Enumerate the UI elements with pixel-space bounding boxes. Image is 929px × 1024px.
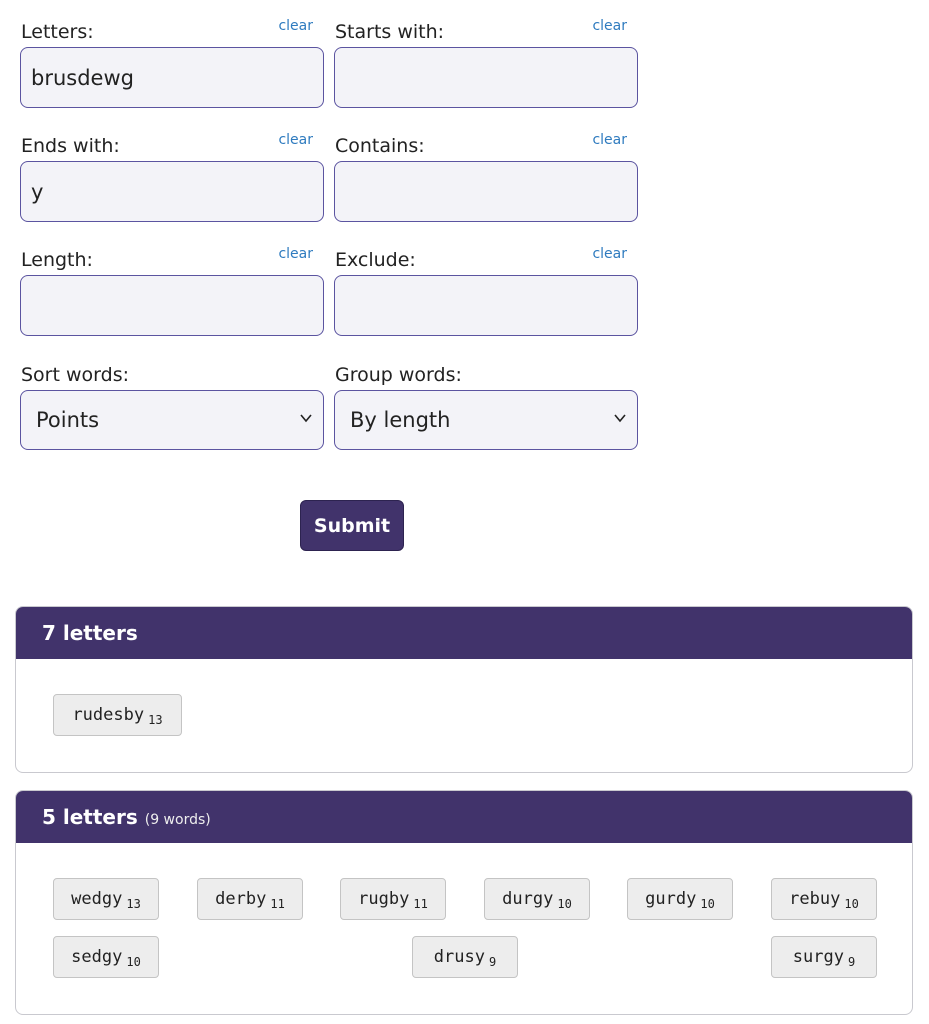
chevron-down-icon	[299, 411, 313, 425]
word-text: durgy	[502, 889, 554, 909]
exclude-input[interactable]	[334, 275, 638, 336]
contains-label: Contains:	[335, 135, 425, 157]
letters-clear-link[interactable]: clear	[278, 18, 313, 34]
word-points: 9	[488, 955, 497, 969]
word-text: surgy	[792, 947, 844, 967]
chevron-down-icon	[613, 411, 627, 425]
word-chip[interactable]	[484, 878, 590, 920]
submit-button[interactable]: Submit	[300, 500, 404, 551]
word-chip[interactable]	[197, 878, 303, 920]
length-input[interactable]	[20, 275, 324, 336]
word-text: rebuy	[789, 889, 841, 909]
starts-with-label: Starts with:	[335, 21, 445, 43]
word-chip[interactable]	[53, 936, 159, 978]
word-points: 11	[270, 897, 285, 911]
word-points: 13	[148, 713, 163, 727]
sort-label: Sort words:	[21, 364, 129, 386]
word-text: rugby	[358, 889, 410, 909]
word-text: drusy	[433, 947, 485, 967]
word-text: derby	[215, 889, 267, 909]
word-chip[interactable]	[771, 936, 877, 978]
result-group-count: (9 words)	[144, 812, 211, 828]
result-group-header	[16, 607, 912, 659]
sort-selected-value: Points	[36, 408, 100, 432]
result-group-7-letters	[15, 606, 913, 773]
word-text: gurdy	[645, 889, 697, 909]
word-text: rudesby	[72, 705, 145, 725]
ends-with-label: Ends with:	[21, 135, 120, 157]
word-chip[interactable]	[412, 936, 518, 978]
result-group-5-letters	[15, 790, 913, 1015]
word-chip[interactable]	[627, 878, 733, 920]
word-points: 11	[413, 897, 428, 911]
word-chip[interactable]	[53, 878, 159, 920]
sort-select[interactable]	[20, 390, 324, 450]
word-chip[interactable]	[771, 878, 877, 920]
result-group-title: 5 letters	[42, 805, 138, 829]
length-label: Length:	[21, 249, 93, 271]
word-points: 10	[700, 897, 715, 911]
ends-with-input[interactable]	[20, 161, 324, 222]
group-selected-value: By length	[350, 408, 451, 432]
word-points: 10	[126, 955, 141, 969]
letters-input[interactable]	[20, 47, 324, 108]
word-chip[interactable]	[340, 878, 446, 920]
starts-with-input[interactable]	[334, 47, 638, 108]
group-label: Group words:	[335, 364, 462, 386]
contains-clear-link[interactable]: clear	[592, 132, 627, 148]
ends-with-clear-link[interactable]: clear	[278, 132, 313, 148]
result-group-title: 7 letters	[42, 621, 138, 645]
word-text: wedgy	[71, 889, 123, 909]
letters-label: Letters:	[21, 21, 94, 43]
word-points: 13	[126, 897, 141, 911]
contains-input[interactable]	[334, 161, 638, 222]
starts-with-clear-link[interactable]: clear	[592, 18, 627, 34]
exclude-label: Exclude:	[335, 249, 416, 271]
result-group-header	[16, 791, 912, 843]
word-points: 10	[557, 897, 572, 911]
exclude-clear-link[interactable]: clear	[592, 246, 627, 262]
word-points: 10	[844, 897, 859, 911]
word-points: 9	[847, 955, 856, 969]
word-text: sedgy	[71, 947, 123, 967]
word-chip[interactable]	[53, 694, 182, 736]
group-select[interactable]	[334, 390, 638, 450]
length-clear-link[interactable]: clear	[278, 246, 313, 262]
